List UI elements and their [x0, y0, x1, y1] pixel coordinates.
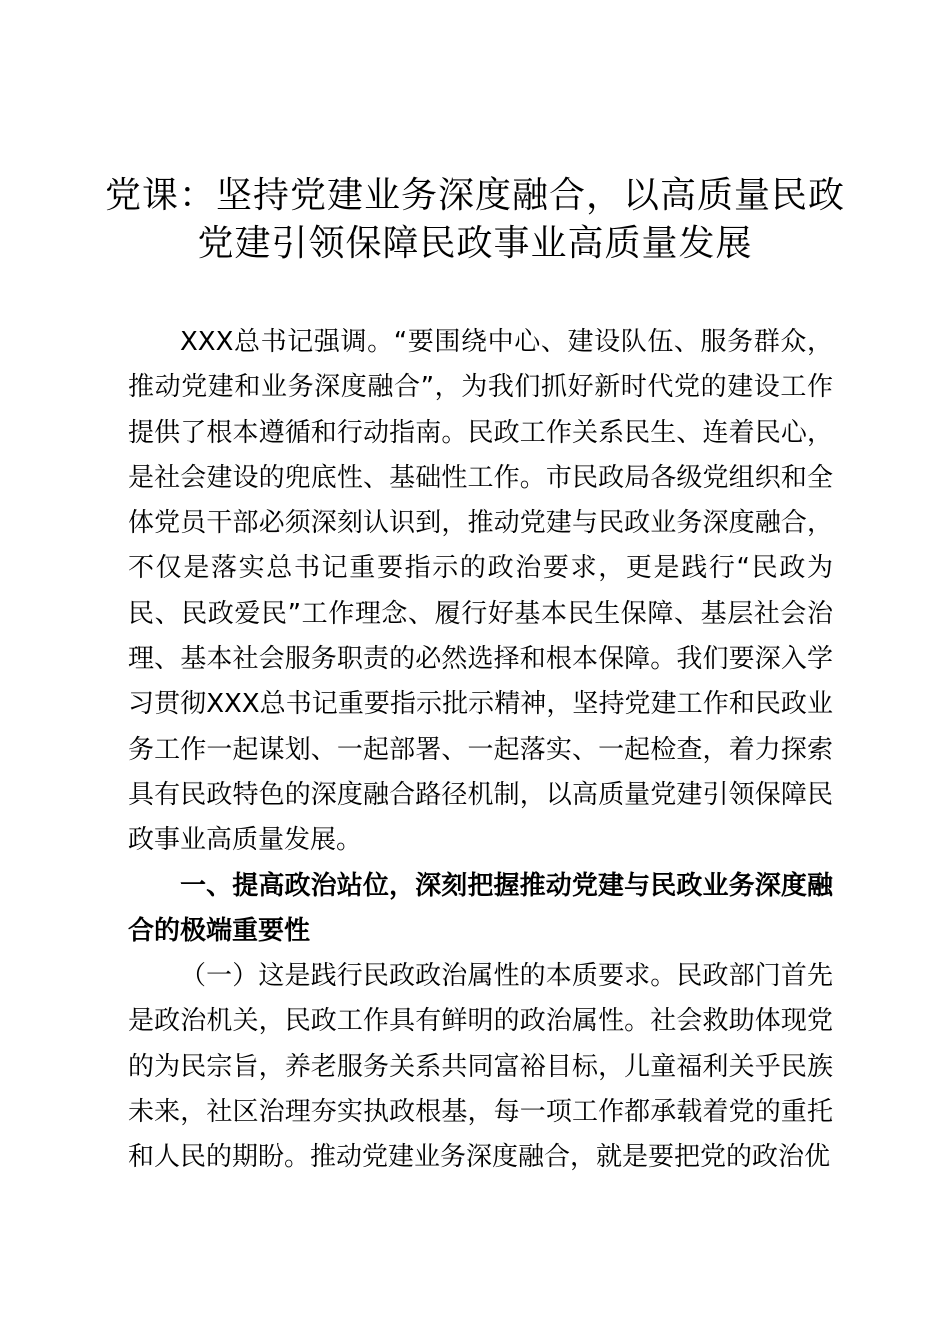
title-line-1: 党课：坚持党建业务深度融合，以高质量民政 — [104, 175, 845, 216]
intro-paragraph: XXX总书记强调。“要围绕中心、建设队伍、服务群众，推动党建和业务深度融合”，为我们抓好新时代党的建设工作提供了根本遵循和行动指南。民政工作关系民生、连着民心，是社会建设的兜底性、基础性工作。市民政局各级党组织和全体党员干部必须深刻认识到，推动党建与民政业务深度融合，不仅是落实总书记重要指示的政治要求，更是践行“民政为民、民政爱民”工作理念、履行好基本民生保障、基层社会治理、基本社会服务职责的必然选择和根本保障。我们要深入学习贯彻XXX总书记重要指示批示精神，坚持党建工作和民政业务工作一起谋划、一起部署、一起落实、一起检查，着力探索具有民政特色的深度融合路径机制，以高质量党建引领保障民政事业高质量发展。 — [128, 327, 833, 856]
document-body — [128, 320, 833, 1181]
subsection-paragraph-1: （一）这是践行民政政治属性的本质要求。民政部门首先是政治机关，民政工作具有鲜明的政治属性。社会救助体现党的为民宗旨，养老服务关系共同富裕目标，儿童福利关乎民族未来，社区治理夯实执政根基，每一项工作都承载着党的重托和人民的期盼。推动党建业务深度融合，就是要把党的政治优 — [128, 961, 833, 1173]
section-heading-1: 一、提高政治站位，深刻把握推动党建与民政业务深度融合的极端重要性 — [128, 870, 833, 946]
document-title — [95, 172, 855, 268]
title-line-2: 党建引领保障民政事业高质量发展 — [197, 223, 753, 264]
